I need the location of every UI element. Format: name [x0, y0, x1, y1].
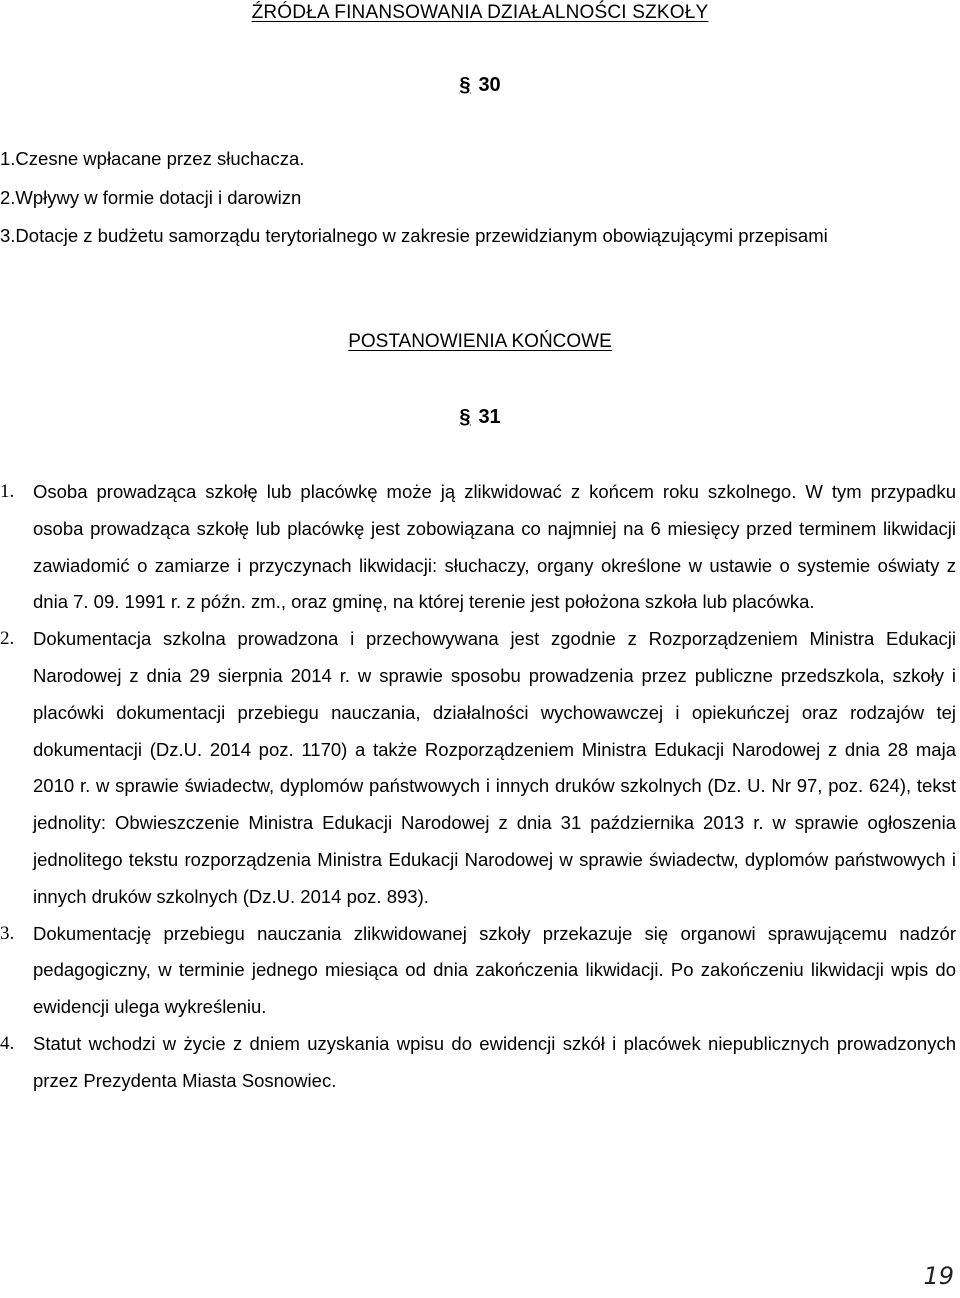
item-number: 3.	[0, 922, 15, 944]
item-text: Osoba prowadząca szkołę lub placówkę może ją zlikwidować z końcem roku szkolnego. W tym przypadku osoba prowadząca szkołę lub placówkę jest zobowiązana co najmniej na 6 miesięcy przed terminem likwidacji zawiadomić o zamiarze i przyczynach likwidacji: słuchaczy, organy określone w ustawie o systemie oświaty z dnia 7. 09. 1991 r. z późn. zm., oraz gminę, na której terenie jest położona szkoła lub placówka.	[33, 481, 956, 613]
item-text: Dokumentację przebiegu nauczania zlikwidowanej szkoły przekazuje się organowi sprawującemu nadzór pedagogiczny, w terminie jednego miesiąca od dnia zakończenia likwidacji. Po zakończeniu likwidacji wpis do ewidencji ulega wykreśleniu.	[33, 922, 956, 1018]
item-number: 2.	[0, 628, 15, 650]
final-provisions-list	[0, 474, 960, 1100]
paragraph-30-mark	[0, 74, 960, 97]
item-text: Statut wchodzi w życie z dniem uzyskania wpisu do ewidencji szkół i placówek niepublicznych prowadzonych przez Prezydenta Miasta Sosnowiec.	[33, 1032, 956, 1091]
paragraph-number: 30	[478, 74, 501, 96]
list-item	[0, 916, 960, 1026]
item-text: Dokumentacja szkolna prowadzona i przechowywana jest zgodnie z Rozporządzeniem Ministra Edukacji Narodowej z dnia 29 sierpnia 2014 r. w sprawie sposobu prowadzenia przez publiczne przedszkola, szkoły i placówki dokumentacji przebiegu nauczania, działalności wychowawczej i opiekuńczej oraz rodzajów tej dokumentacji (Dz.U. 2014 poz. 1170) a także Rozporządzeniem Ministra Edukacji Narodowej z dnia 28 maja 2010 r. w sprawie świadectw, dyplomów państwowych i innych druków szkolnych (Dz. U. Nr 97, poz. 624), tekst jednolity: Obwieszczenie Ministra Edukacji Narodowej z dnia 31 października 2013 r. w sprawie ogłoszenia jednolitego tekstu rozporządzenia Ministra Edukacji Narodowej w sprawie świadectw, dyplomów państwowych i innych druków szkolnych (Dz.U. 2014 poz. 893).	[33, 628, 956, 907]
chapter-heading: ŹRÓDŁA FINANSOWANIA DZIAŁALNOŚCI SZKOŁY	[251, 2, 709, 23]
paragraph-31-mark	[0, 406, 960, 429]
funding-sources-list	[0, 145, 960, 261]
page-number: 19	[923, 1262, 954, 1290]
paragraph-number: 31	[478, 406, 501, 428]
list-item: 3.Dotacje z budżetu samorządu terytorialnego w zakresie przewidzianym obowiązującymi przepisami	[0, 225, 828, 246]
paragraph-symbol: §	[459, 406, 471, 428]
list-item	[0, 621, 960, 915]
list-item	[0, 1026, 960, 1100]
list-item	[0, 474, 960, 621]
section-title: POSTANOWIENIA KOŃCOWE	[348, 331, 612, 352]
paragraph-symbol: §	[459, 74, 471, 96]
item-number: 4.	[0, 1032, 15, 1054]
item-number: 1.	[0, 481, 15, 502]
list-item: 2.Wpływy w formie dotacji i darowizn	[0, 186, 302, 208]
list-item: 1.Czesne wpłacane przez słuchacza.	[0, 148, 305, 169]
